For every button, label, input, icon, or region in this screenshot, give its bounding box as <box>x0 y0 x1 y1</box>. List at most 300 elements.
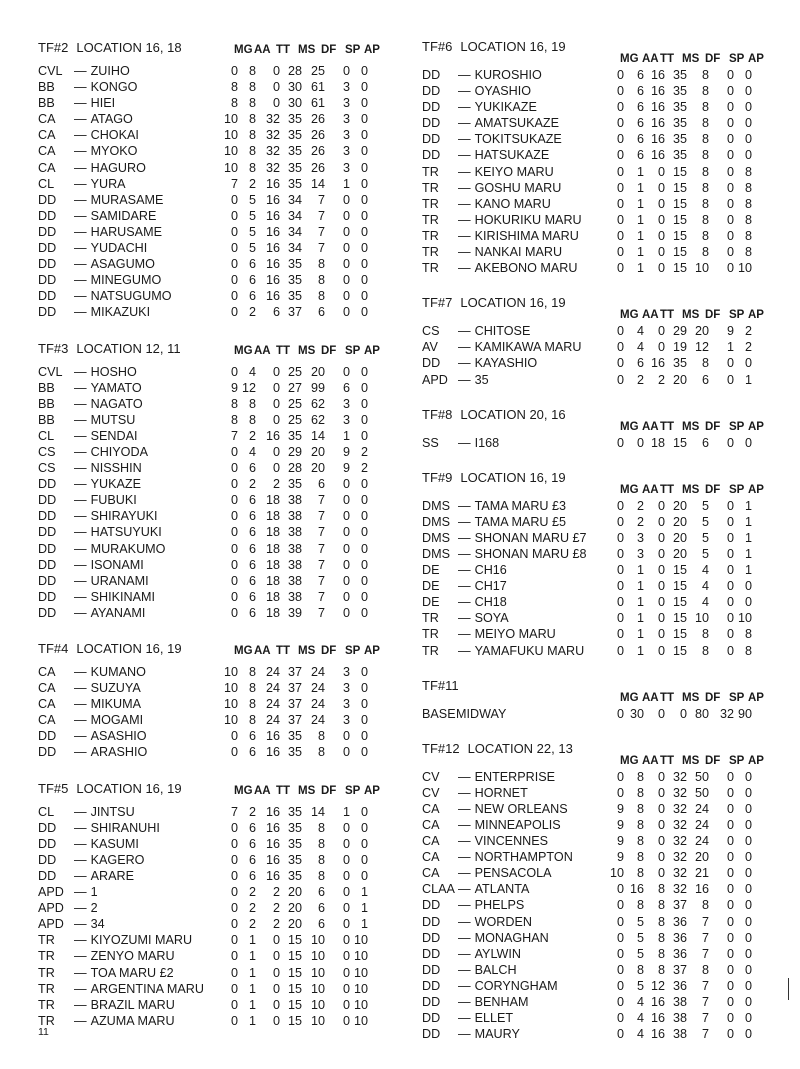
ship-row <box>38 493 402 509</box>
stat-aa: 6 <box>248 605 256 620</box>
stat-aa: 6 <box>636 100 644 115</box>
ship-row <box>422 132 784 148</box>
stat-aa: 2 <box>636 498 644 513</box>
stat-tt: 32 <box>265 112 280 127</box>
stat-mg: 0 <box>230 836 238 851</box>
stat-mg: 0 <box>230 257 238 272</box>
stat-mg: 0 <box>616 68 624 82</box>
ship-type: DE <box>422 579 440 594</box>
stat-aa: 8 <box>248 64 256 78</box>
stat-df: 7 <box>317 605 325 620</box>
dash-separator: — <box>74 949 87 964</box>
ship-row <box>38 713 402 729</box>
stat-tt: 16 <box>650 100 665 115</box>
task-force-title <box>38 641 182 656</box>
stat-df: 6 <box>701 372 709 387</box>
stat-ap: 0 <box>360 509 368 524</box>
dash-separator: — <box>458 801 471 816</box>
ship-row <box>422 995 784 1011</box>
task-force-header <box>38 639 402 665</box>
stat-df: 6 <box>317 917 325 932</box>
stat-mg: 0 <box>616 706 624 721</box>
stat-tt: 0 <box>272 380 280 395</box>
column-header-df: DF <box>321 44 337 56</box>
stat-aa: 5 <box>636 930 644 945</box>
stat-sp: 0 <box>726 914 734 929</box>
ship-row <box>422 786 784 802</box>
stat-tt: 6 <box>272 305 280 320</box>
stat-mg: 0 <box>616 930 624 945</box>
stat-df: 20 <box>694 850 709 865</box>
ship-type: TR <box>38 949 55 964</box>
ship-name: SHONAN MARU £7 <box>474 530 587 545</box>
ship-label <box>38 982 204 996</box>
stat-ap: 0 <box>744 995 752 1010</box>
ship-name: KAGERO <box>90 852 145 867</box>
stat-aa: 4 <box>248 444 256 459</box>
stat-sp: 0 <box>342 257 350 272</box>
stat-tt: 0 <box>657 498 665 513</box>
ship-label <box>38 112 133 126</box>
stat-ms: 37 <box>287 305 302 320</box>
stat-ap: 0 <box>744 930 752 945</box>
ship-type: DD <box>38 525 57 540</box>
stat-ms: 35 <box>287 804 302 819</box>
ship-row <box>422 84 784 100</box>
ship-label <box>422 132 562 146</box>
stat-ap: 0 <box>360 820 368 835</box>
ship-label <box>38 96 115 110</box>
stat-aa: 4 <box>636 995 644 1010</box>
ship-type: BB <box>38 412 55 427</box>
stat-ms: 35 <box>672 100 687 115</box>
ship-row <box>422 324 784 340</box>
column-header-mg: MG <box>234 344 253 357</box>
ship-name: AMATSUKAZE <box>474 116 560 131</box>
stat-ap: 0 <box>744 818 752 832</box>
ship-name: MIKUMA <box>90 697 141 712</box>
task-force-title <box>422 470 566 485</box>
stat-ap: 0 <box>360 541 368 556</box>
stat-ap: 10 <box>353 933 368 948</box>
ship-row <box>38 445 402 461</box>
stat-ms: 37 <box>672 962 687 977</box>
ship-type: TR <box>38 981 55 996</box>
ship-type: TR <box>422 180 439 195</box>
ship-type: BB <box>38 96 55 111</box>
stat-ap: 0 <box>744 946 752 961</box>
stat-df: 24 <box>310 713 325 728</box>
ship-type: DD <box>38 836 57 851</box>
task-force-header <box>38 38 402 64</box>
column-header-ms: MS <box>682 420 700 433</box>
column-header-ap: AP <box>748 691 764 704</box>
ship-name: 34 <box>90 917 105 932</box>
column-header-df: DF <box>705 691 721 704</box>
ship-row <box>38 429 402 445</box>
ship-label <box>38 558 144 572</box>
stat-tt: 16 <box>650 116 665 131</box>
stat-ap: 8 <box>744 245 752 260</box>
dash-separator: — <box>458 866 471 881</box>
stat-ms: 20 <box>287 917 302 932</box>
ship-row <box>38 305 402 321</box>
task-force-id: TF#6 <box>422 39 453 54</box>
ship-row <box>38 209 402 225</box>
ship-name: ISONAMI <box>90 557 144 572</box>
stat-ap: 0 <box>744 769 752 784</box>
stat-df: 10 <box>310 981 325 996</box>
task-force-id: TF#4 <box>38 641 69 656</box>
dash-separator: — <box>74 289 87 304</box>
stat-ms: 20 <box>672 514 687 529</box>
stat-sp: 0 <box>726 946 734 961</box>
stat-ms: 15 <box>672 212 687 227</box>
dash-separator: — <box>458 930 471 945</box>
ship-row <box>422 707 784 723</box>
ship-type: TR <box>38 1013 55 1028</box>
task-force-header <box>38 779 402 805</box>
ship-type: DD <box>38 589 57 604</box>
dash-separator: — <box>458 261 471 276</box>
dash-separator: — <box>458 962 471 977</box>
dash-separator: — <box>458 1011 471 1026</box>
task-force <box>38 779 402 1030</box>
dash-separator: — <box>74 96 87 111</box>
task-force <box>422 740 784 1044</box>
stat-aa: 2 <box>636 372 644 387</box>
ship-type: DD <box>38 745 57 760</box>
stat-mg: 0 <box>230 241 238 256</box>
ship-name: ELLET <box>474 1011 514 1026</box>
dash-separator: — <box>74 605 87 620</box>
stat-ms: 27 <box>287 380 302 395</box>
stat-aa: 6 <box>248 257 256 272</box>
stat-sp: 0 <box>342 868 350 883</box>
ship-name: SOYA <box>474 611 509 626</box>
stat-sp: 0 <box>726 245 734 260</box>
stat-sp: 1 <box>726 340 734 355</box>
ship-type: CA <box>38 128 56 143</box>
stat-sp: 32 <box>719 706 734 721</box>
stat-ap: 0 <box>360 396 368 411</box>
dash-separator: — <box>458 995 471 1010</box>
stat-sp: 0 <box>342 1013 350 1028</box>
ship-type: BASE <box>422 706 456 721</box>
stat-mg: 0 <box>230 745 238 760</box>
ship-type: CA <box>422 850 440 865</box>
stat-aa: 5 <box>248 208 256 223</box>
stat-aa: 8 <box>248 96 256 111</box>
stat-ms: 15 <box>672 579 687 594</box>
stat-mg: 10 <box>223 681 238 696</box>
stat-ms: 35 <box>287 160 302 175</box>
ship-type: CL <box>38 428 55 443</box>
ship-label <box>422 148 549 162</box>
ship-label <box>422 531 587 545</box>
ship-row <box>422 563 784 579</box>
ship-label <box>38 574 149 588</box>
stat-df: 5 <box>701 514 709 529</box>
dash-separator: — <box>458 978 471 993</box>
ship-row <box>422 834 784 850</box>
ship-name: KASUMI <box>90 836 139 851</box>
stat-ms: 35 <box>287 820 302 835</box>
stat-ms: 34 <box>287 192 302 207</box>
column-header-df: DF <box>321 784 337 797</box>
column-header-aa: AA <box>254 44 271 56</box>
stat-ap: 10 <box>353 965 368 980</box>
stat-ap: 0 <box>744 148 752 163</box>
stat-ap: 0 <box>360 836 368 851</box>
stat-tt: 0 <box>272 444 280 459</box>
ship-name: 1 <box>90 885 98 900</box>
stat-mg: 0 <box>616 978 624 993</box>
stat-aa: 6 <box>248 509 256 524</box>
stat-mg: 10 <box>223 713 238 728</box>
stat-sp: 0 <box>342 509 350 524</box>
stat-tt: 16 <box>265 257 280 272</box>
stat-mg: 0 <box>616 100 624 115</box>
dash-separator: — <box>458 530 471 545</box>
stat-tt: 0 <box>657 866 665 881</box>
stat-mg: 0 <box>230 305 238 320</box>
ship-name: HOSHO <box>90 364 137 379</box>
stat-ap: 10 <box>353 1013 368 1028</box>
dash-separator: — <box>458 850 471 865</box>
ship-label <box>38 209 156 223</box>
stat-ap: 0 <box>744 850 752 865</box>
stat-sp: 0 <box>342 605 350 620</box>
stat-ms: 28 <box>287 461 302 476</box>
stat-sp: 0 <box>726 514 734 529</box>
column-header-aa: AA <box>254 344 271 357</box>
ship-type: DD <box>422 116 441 131</box>
ship-type: TR <box>422 627 439 642</box>
ship-row <box>422 100 784 116</box>
ship-type: DE <box>422 563 440 578</box>
stat-ms: 25 <box>287 396 302 411</box>
ship-name: SAMIDARE <box>90 208 157 223</box>
stat-mg: 0 <box>616 898 624 913</box>
stat-mg: 0 <box>616 595 624 610</box>
stat-df: 8 <box>701 627 709 642</box>
ship-name: TOA MARU £2 <box>90 965 174 980</box>
stat-ms: 35 <box>287 257 302 272</box>
stat-sp: 0 <box>726 834 734 849</box>
ship-row <box>38 289 402 305</box>
ship-row <box>38 64 402 80</box>
stat-ms: 15 <box>672 643 687 658</box>
stat-aa: 6 <box>248 525 256 540</box>
dash-separator: — <box>458 769 471 784</box>
stat-ap: 0 <box>360 380 368 395</box>
ship-row <box>422 148 784 164</box>
stat-sp: 0 <box>726 801 734 816</box>
ship-row <box>38 257 402 273</box>
stat-df: 5 <box>701 530 709 545</box>
stat-df: 6 <box>317 305 325 320</box>
stat-ms: 20 <box>287 885 302 900</box>
stat-df: 7 <box>317 589 325 604</box>
stat-mg: 0 <box>616 372 624 387</box>
stat-ap: 0 <box>744 595 752 610</box>
stat-aa: 6 <box>248 852 256 867</box>
ship-name: CH18 <box>474 595 507 610</box>
stat-ap: 0 <box>744 1027 752 1042</box>
stat-mg: 0 <box>616 164 624 179</box>
stat-tt: 2 <box>272 901 280 916</box>
stat-tt: 0 <box>272 1013 280 1028</box>
stat-ms: 35 <box>287 112 302 127</box>
column-header-ms: MS <box>298 344 316 357</box>
ship-row <box>422 850 784 866</box>
stat-mg: 0 <box>230 541 238 556</box>
stat-df: 7 <box>317 224 325 239</box>
ship-row <box>38 853 402 869</box>
ship-row <box>38 837 402 853</box>
stat-tt: 16 <box>265 804 280 819</box>
stat-ms: 37 <box>672 898 687 913</box>
ship-name: KUROSHIO <box>474 68 542 82</box>
stat-aa: 6 <box>636 148 644 163</box>
ship-row <box>38 869 402 885</box>
ship-label <box>38 606 145 620</box>
stat-aa: 8 <box>636 866 644 881</box>
stat-ms: 15 <box>287 965 302 980</box>
dash-separator: — <box>74 509 87 524</box>
stat-ap: 0 <box>360 605 368 620</box>
stat-tt: 16 <box>265 852 280 867</box>
ship-label <box>422 834 548 848</box>
stat-mg: 8 <box>230 396 238 411</box>
ship-row <box>38 193 402 209</box>
ship-name: KEIYO MARU <box>474 164 554 179</box>
stat-tt: 32 <box>265 128 280 143</box>
ship-row <box>38 805 402 821</box>
stat-df: 8 <box>701 898 709 913</box>
ship-name: ARGENTINA MARU <box>90 981 204 996</box>
column-header-sp: SP <box>729 420 745 433</box>
stat-ap: 0 <box>360 681 368 696</box>
ship-name: ARARE <box>90 868 134 883</box>
stat-sp: 0 <box>342 273 350 288</box>
ship-label <box>38 273 161 287</box>
column-header-df: DF <box>705 483 721 496</box>
ship-row <box>38 998 402 1014</box>
stat-ms: 15 <box>672 595 687 610</box>
stat-df: 50 <box>694 769 709 784</box>
stat-sp: 0 <box>726 196 734 211</box>
stat-sp: 0 <box>726 785 734 800</box>
dash-separator: — <box>74 128 87 143</box>
dash-separator: — <box>458 245 471 260</box>
ship-label <box>422 802 568 816</box>
column-header-mg: MG <box>234 645 253 657</box>
stat-sp: 0 <box>726 978 734 993</box>
stat-aa: 6 <box>636 116 644 131</box>
ship-label <box>422 515 566 529</box>
ship-name: YUKAZE <box>90 477 141 492</box>
stat-tt: 0 <box>272 949 280 964</box>
stat-df: 26 <box>310 112 325 127</box>
dash-separator: — <box>458 579 471 594</box>
ship-type: BB <box>38 380 55 395</box>
stat-ap: 0 <box>360 428 368 443</box>
stat-ap: 2 <box>744 340 752 355</box>
dash-separator: — <box>74 208 87 223</box>
stat-mg: 0 <box>616 563 624 578</box>
ship-row <box>422 579 784 595</box>
stat-mg: 0 <box>616 245 624 260</box>
stat-sp: 0 <box>726 530 734 545</box>
ship-type: DD <box>38 224 57 239</box>
ship-row <box>422 547 784 563</box>
stat-df: 10 <box>694 261 709 276</box>
stat-mg: 0 <box>616 148 624 163</box>
stat-tt: 0 <box>657 546 665 561</box>
stat-ms: 32 <box>672 834 687 849</box>
ship-name: HORNET <box>474 785 528 800</box>
stat-tt: 0 <box>657 514 665 529</box>
stat-df: 7 <box>701 914 709 929</box>
stat-sp: 0 <box>726 116 734 131</box>
ship-name: YUKIKAZE <box>474 100 537 115</box>
stat-mg: 9 <box>616 850 624 865</box>
ship-label <box>38 289 172 303</box>
column-header-ms: MS <box>298 44 316 56</box>
dash-separator: — <box>74 428 87 443</box>
stat-sp: 0 <box>726 898 734 913</box>
ship-label <box>38 917 105 931</box>
stat-sp: 0 <box>342 573 350 588</box>
ship-name: NANKAI MARU <box>474 245 563 260</box>
stat-mg: 0 <box>230 917 238 932</box>
ship-label <box>422 197 551 211</box>
stat-df: 7 <box>701 1011 709 1026</box>
ship-name: MINNEAPOLIS <box>474 818 561 832</box>
stat-tt: 0 <box>272 364 280 379</box>
ship-label <box>38 885 98 899</box>
stat-df: 61 <box>310 96 325 111</box>
stat-mg: 0 <box>230 820 238 835</box>
stat-mg: 0 <box>616 530 624 545</box>
stat-tt: 24 <box>265 665 280 679</box>
stat-ap: 0 <box>360 697 368 712</box>
stat-tt: 16 <box>650 68 665 82</box>
column-header-mg: MG <box>620 483 639 496</box>
ship-label <box>422 595 507 609</box>
ship-type: CV <box>422 769 440 784</box>
stat-tt: 0 <box>657 850 665 865</box>
task-force-location: LOCATION 16, 19 <box>76 780 182 796</box>
stat-aa: 1 <box>636 196 644 211</box>
stat-aa: 6 <box>248 729 256 744</box>
column-header-tt: TT <box>276 784 291 797</box>
stat-mg: 0 <box>616 84 624 99</box>
stat-ap: 0 <box>360 745 368 760</box>
stat-tt: 0 <box>657 818 665 832</box>
stat-ap: 0 <box>360 257 368 272</box>
ship-label <box>422 818 561 832</box>
ship-label <box>38 64 130 78</box>
column-header-tt: TT <box>660 754 675 767</box>
stat-sp: 0 <box>342 208 350 223</box>
ship-name: MEIYO MARU <box>474 627 556 642</box>
dash-separator: — <box>458 785 471 800</box>
stat-sp: 0 <box>342 965 350 980</box>
ship-label <box>422 979 558 993</box>
